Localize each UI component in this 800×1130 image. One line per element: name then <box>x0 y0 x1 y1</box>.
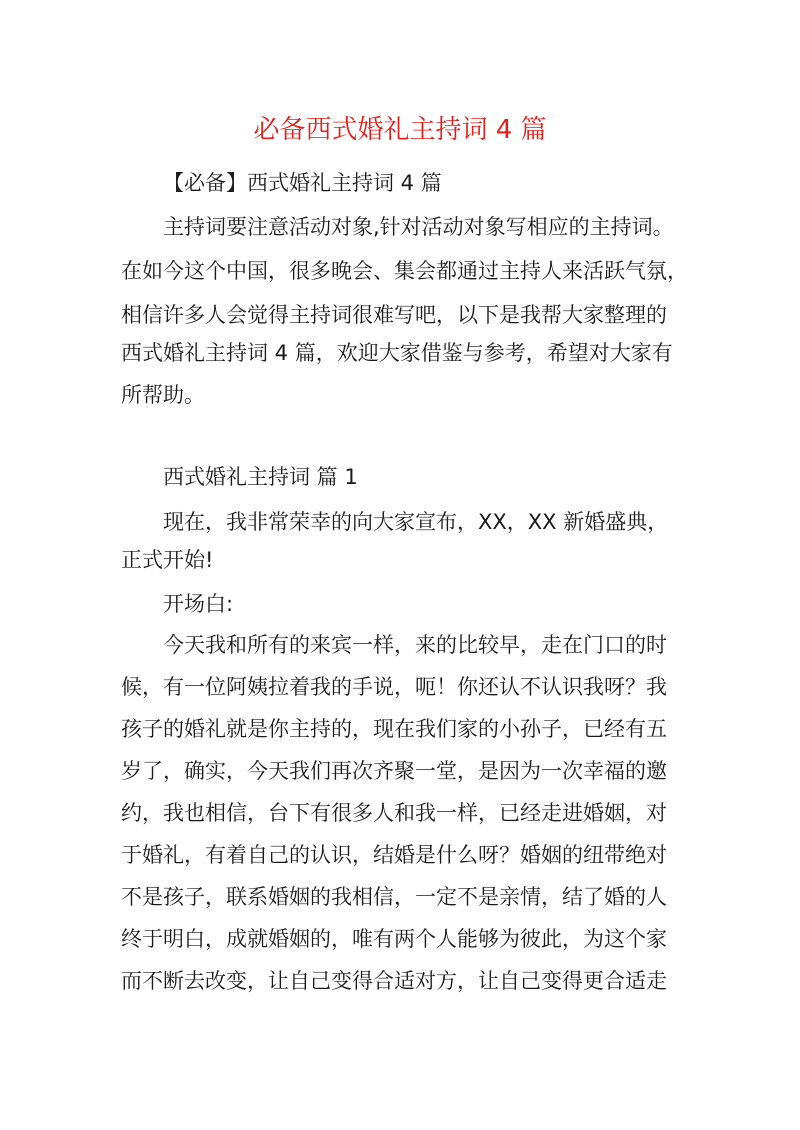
opening-label: 开场白: <box>163 592 234 616</box>
announce-line-2: 正式开始! <box>121 548 214 572</box>
body-line-6: 于婚礼，有着自己的认识，结婚是什么呀？婚姻的纽带绝对 <box>121 843 667 867</box>
body-line-3: 孩子的婚礼就是你主持的，现在我们家的小孙子，已经有五 <box>121 717 667 741</box>
announce-line-1: 现在，我非常荣幸的向大家宣布，XX，XX 新婚盛典， <box>163 510 669 534</box>
intro-line-1: 主持词要注意活动对象,针对活动对象写相应的主持词。 <box>163 215 674 239</box>
intro-line-5: 所帮助。 <box>121 383 205 407</box>
body-line-1: 今天我和所有的来宾一样，来的比较早，走在门口的时 <box>163 633 667 657</box>
document-title: 必备西式婚礼主持词 4 篇 <box>253 115 547 145</box>
section-heading: 西式婚礼主持词 篇 1 <box>163 465 358 489</box>
body-line-5: 约，我也相信，台下有很多人和我一样，已经走进婚姻，对 <box>121 801 667 825</box>
body-line-9: 而不断去改变，让自己变得合适对方，让自己变得更合适走 <box>121 969 667 993</box>
body-line-8: 终于明白，成就婚姻的，唯有两个人能够为彼此，为这个家 <box>121 927 667 951</box>
body-line-2: 候，有一位阿姨拉着我的手说，呃！你还认不认识我呀？我 <box>121 675 667 699</box>
intro-line-2: 在如今这个中国，很多晚会、集会都通过主持人来活跃气氛， <box>121 259 688 283</box>
document-subtitle: 【必备】西式婚礼主持词 4 篇 <box>163 171 442 195</box>
body-line-4: 岁了，确实，今天我们再次齐聚一堂，是因为一次幸福的邀 <box>121 759 667 783</box>
body-line-7: 不是孩子，联系婚姻的我相信，一定不是亲情，结了婚的人 <box>121 885 667 909</box>
intro-line-4: 西式婚礼主持词 4 篇，欢迎大家借鉴与参考，希望对大家有 <box>121 341 673 365</box>
intro-line-3: 相信许多人会觉得主持词很难写吧，以下是我帮大家整理的 <box>121 303 667 327</box>
